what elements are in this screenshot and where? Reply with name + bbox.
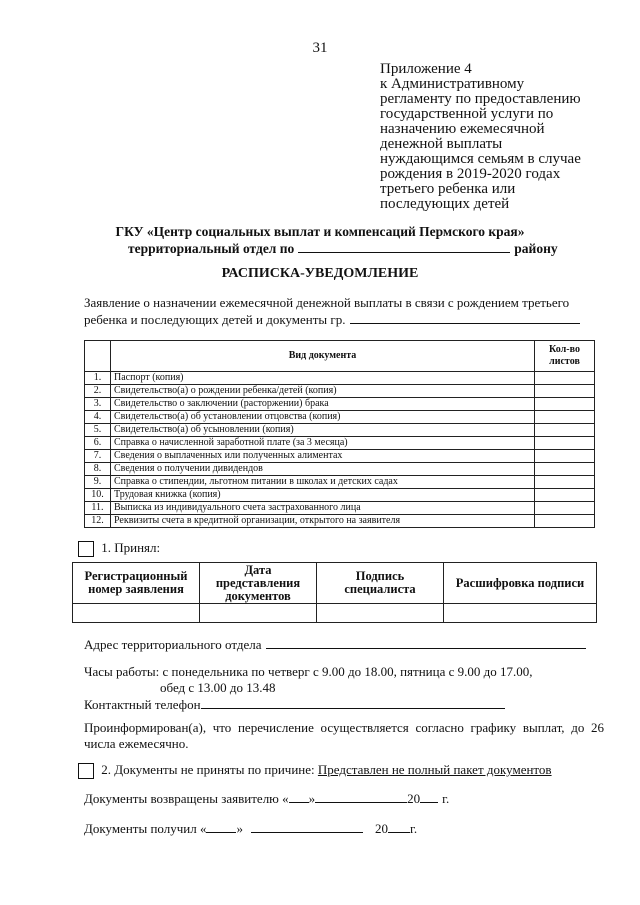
row-document-name: Свидетельство(а) о рождении ребенка/детей (копия): [111, 385, 535, 398]
row-number: 11.: [85, 502, 111, 515]
rejected-label: 2. Документы не приняты по причине:: [101, 762, 318, 777]
table-row: [85, 437, 595, 450]
row-number: 6.: [85, 437, 111, 450]
row-document-name: Свидетельство(а) об установлении отцовства (копия): [111, 411, 535, 424]
row-number: 7.: [85, 450, 111, 463]
signature-decoding-cell[interactable]: [444, 604, 597, 623]
table-row: [85, 463, 595, 476]
appendix-line: государственной услуги по: [380, 106, 554, 122]
submission-date-cell[interactable]: [200, 604, 317, 623]
appendix-line: рождения в 2019-2020 годах: [380, 166, 561, 182]
row-sheet-count[interactable]: [535, 450, 595, 463]
registration-table-header: [73, 563, 597, 604]
row-document-name: Реквизиты счета в кредитной организации, открытого на заявителя: [111, 515, 535, 528]
statement-line-1: Заявление о назначении ежемесячной денежной выплаты в связи с рождением третьего: [84, 295, 570, 310]
row-sheet-count[interactable]: [535, 463, 595, 476]
appendix-line: нуждающимся семьям в случае: [380, 151, 581, 167]
header-registration-number: Регистрационный номер заявления: [73, 563, 200, 604]
row-sheet-count[interactable]: [535, 515, 595, 528]
address-row: [84, 636, 586, 653]
table-row: [85, 502, 595, 515]
table-row: [85, 372, 595, 385]
header-specialist-signature: Подпись специалиста: [317, 563, 444, 604]
row-number: 12.: [85, 515, 111, 528]
department-line: [128, 240, 558, 257]
row-number: 3.: [85, 398, 111, 411]
received-day-blank[interactable]: [206, 820, 236, 833]
rejected-checkbox[interactable]: [78, 763, 94, 779]
registration-number-cell[interactable]: [73, 604, 200, 623]
appendix-line: последующих детей: [380, 196, 510, 212]
row-number: 8.: [85, 463, 111, 476]
row-number: 2.: [85, 385, 111, 398]
rejected-reason: Представлен не полный пакет документов: [317, 762, 552, 777]
returned-day-blank[interactable]: [289, 790, 309, 803]
accepted-row: [78, 540, 160, 557]
phone-label: Контактный телефон: [84, 697, 201, 712]
received-quote: »: [236, 821, 243, 836]
table-row: [85, 476, 595, 489]
applicant-name-blank[interactable]: [350, 311, 580, 324]
row-document-name: Трудовая книжка (копия): [111, 489, 535, 502]
address-blank[interactable]: [266, 636, 586, 649]
organization-name: ГКУ «Центр социальных выплат и компенсаций Пермского края»: [115, 224, 525, 239]
appendix-line: к Административному: [380, 76, 525, 92]
row-sheet-count[interactable]: [535, 489, 595, 502]
row-document-name: Справка о стипендии, льготном питании в школах и детских садах: [111, 476, 535, 489]
received-suffix: г.: [409, 821, 418, 836]
row-sheet-count[interactable]: [535, 398, 595, 411]
appendix-line: третьего ребенка или: [380, 181, 516, 197]
row-document-name: Сведения о выплаченных или полученных алиментах: [111, 450, 535, 463]
row-sheet-count[interactable]: [535, 411, 595, 424]
received-month-blank[interactable]: [251, 820, 363, 833]
row-document-name: Выписка из индивидуального счета застрахованного лица: [111, 502, 535, 515]
registration-table: [72, 562, 597, 623]
payment-info: Проинформирован(а), что перечисление осуществляется согласно графику выплат, до 26 числа ежемесячно.: [84, 720, 604, 751]
document-title: РАСПИСКА-УВЕДОМЛЕНИЕ: [221, 266, 419, 281]
statement: [84, 294, 594, 328]
specialist-signature-cell[interactable]: [317, 604, 444, 623]
header-count: Кол-во листов: [535, 341, 595, 372]
header-submission-date: Дата представления документов: [200, 563, 317, 604]
working-hours: [84, 664, 533, 696]
hours-line-1: Часы работы: с понедельника по четверг с 9.00 до 18.00, пятница с 9.00 до 17.00,: [84, 664, 533, 679]
received-year-blank[interactable]: [388, 820, 410, 833]
hours-line-2: обед с 13.00 до 13.48: [160, 680, 276, 695]
row-document-name: Сведения о получении дивидендов: [111, 463, 535, 476]
row-sheet-count[interactable]: [535, 424, 595, 437]
appendix-line: назначению ежемесячной: [380, 121, 545, 137]
registration-table-row: [73, 604, 597, 623]
row-number: 4.: [85, 411, 111, 424]
accepted-checkbox[interactable]: [78, 541, 94, 557]
row-document-name: Паспорт (копия): [111, 372, 535, 385]
returned-month-blank[interactable]: [315, 790, 407, 803]
appendix-line: регламенту по предоставлению: [380, 91, 581, 107]
phone-row: [84, 696, 505, 713]
returned-row: [84, 790, 449, 807]
returned-year-blank[interactable]: [420, 790, 438, 803]
documents-table-header: [85, 341, 595, 372]
row-number: 5.: [85, 424, 111, 437]
received-year: 20: [374, 821, 388, 836]
table-row: [85, 489, 595, 502]
accepted-label: 1. Принял:: [101, 540, 161, 555]
returned-suffix: г.: [442, 791, 450, 806]
appendix-header: [380, 62, 630, 212]
received-prefix: Документы получил «: [84, 821, 207, 836]
header-signature-decoding: Расшифровка подписи: [444, 563, 597, 604]
phone-blank[interactable]: [201, 696, 505, 709]
table-row: [85, 411, 595, 424]
header-doc-type: Вид документа: [111, 341, 535, 372]
address-label: Адрес территориального отдела: [84, 637, 262, 652]
table-row: [85, 515, 595, 528]
rejected-row: [78, 762, 552, 779]
appendix-line: денежной выплаты: [380, 136, 503, 152]
department-prefix: территориальный отдел по: [128, 241, 295, 256]
header-number: [85, 341, 111, 372]
returned-year: 20: [407, 791, 421, 806]
table-row: [85, 385, 595, 398]
page-number: 31: [312, 40, 328, 56]
table-row: [85, 424, 595, 437]
row-sheet-count[interactable]: [535, 502, 595, 515]
row-sheet-count[interactable]: [535, 385, 595, 398]
row-number: 9.: [85, 476, 111, 489]
row-document-name: Свидетельство(а) об усыновлении (копия): [111, 424, 535, 437]
row-number: 1.: [85, 372, 111, 385]
row-document-name: Справка о начисленной заработной плате (за 3 месяца): [111, 437, 535, 450]
department-suffix: району: [514, 241, 558, 256]
row-sheet-count[interactable]: [535, 437, 595, 450]
returned-quote: »: [308, 791, 316, 806]
documents-table: [84, 340, 595, 528]
returned-prefix: Документы возвращены заявителю «: [84, 791, 289, 806]
appendix-line: Приложение 4: [380, 61, 472, 77]
department-blank[interactable]: [298, 240, 510, 253]
table-row: [85, 398, 595, 411]
row-number: 10.: [85, 489, 111, 502]
row-sheet-count[interactable]: [535, 372, 595, 385]
row-document-name: Свидетельство о заключении (расторжении) брака: [111, 398, 535, 411]
received-row: [84, 820, 417, 837]
row-sheet-count[interactable]: [535, 476, 595, 489]
table-row: [85, 450, 595, 463]
statement-line-2: ребенка и последующих детей и документы гр.: [84, 312, 346, 327]
